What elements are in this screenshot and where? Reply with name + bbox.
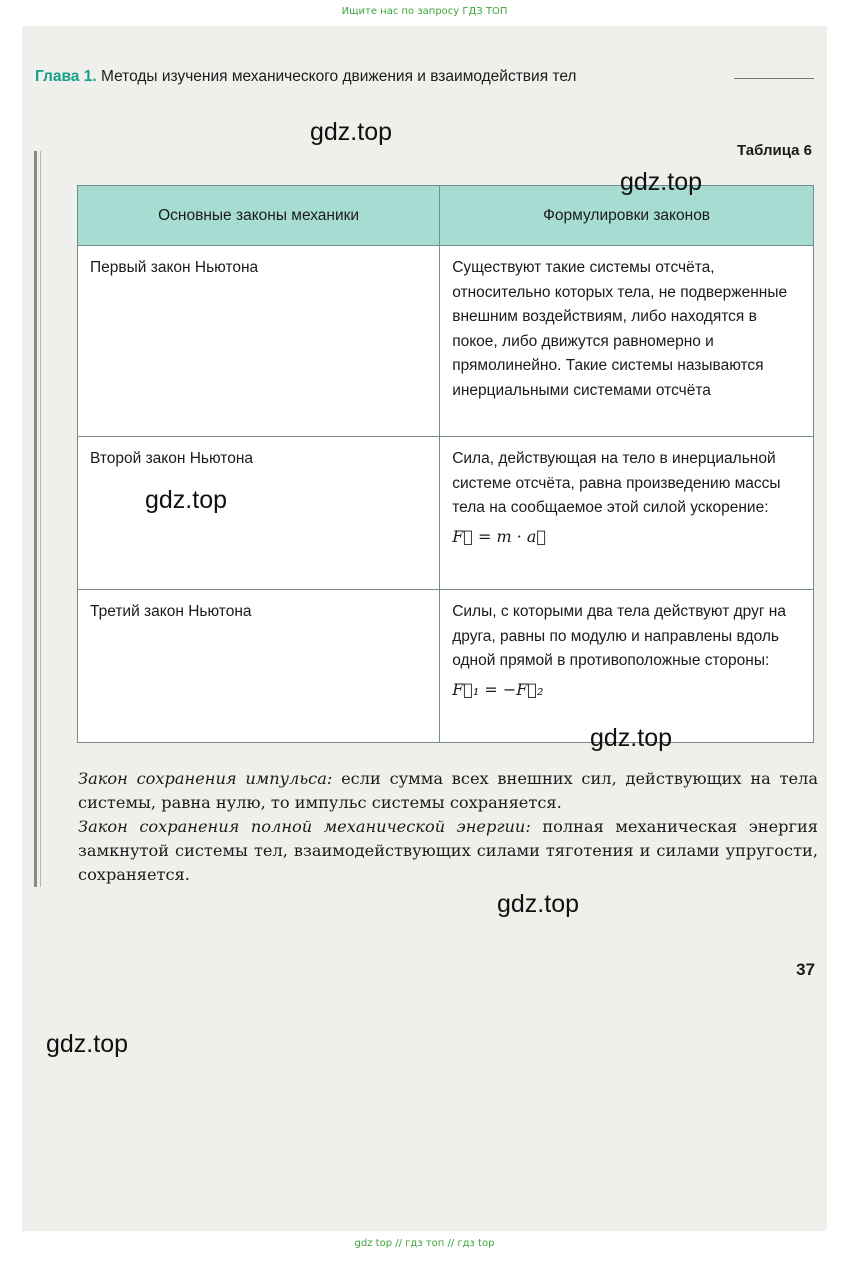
law-name: Первый закон Ньютона [78, 246, 440, 437]
law-formula: F⃗ = m · a⃗ [452, 526, 547, 546]
margin-bar [34, 151, 37, 887]
table-row [78, 590, 814, 743]
watermark: gdz.top [46, 1030, 129, 1058]
law-name: Третий закон Ньютона [78, 590, 440, 743]
top-banner[interactable]: Ищите нас по запросу ГДЗ ТОП [341, 6, 508, 17]
textbook-page [22, 26, 827, 1231]
note-text: полная механическая энергия замкнутой системы тел, взаимодействующих силами тяготения и силами упругости, сохраняется. [78, 817, 818, 884]
footer-links[interactable]: gdz top // гдз топ // гдз top [354, 1238, 495, 1249]
watermark: gdz.top [620, 168, 703, 196]
law-name: Второй закон Ньютона [78, 437, 440, 590]
header-rule [734, 78, 814, 79]
chapter-header [35, 68, 815, 86]
watermark: gdz.top [497, 890, 580, 918]
chapter-label: Глава 1. [35, 68, 97, 85]
table-header-row [78, 186, 814, 246]
law-text [440, 246, 814, 437]
note-text: если сумма всех внешних сил, действующих на тела системы, равна нулю, то импульс системы сохраняется. [78, 769, 818, 812]
law-text [440, 590, 814, 743]
table-caption: Таблица 6 [736, 142, 812, 159]
table-row [78, 246, 814, 437]
law-text-body: Силы, с которыми два тела действуют друг на друга, равны по модулю и направлены вдоль одной прямой в противоположные стороны: [452, 603, 786, 669]
law-text [440, 437, 814, 590]
watermark: gdz.top [310, 118, 393, 146]
margin-bar-thin [40, 151, 41, 887]
column-header: Формулировки законов [440, 186, 814, 246]
page-number: 37 [796, 960, 815, 979]
note-paragraph [78, 815, 818, 887]
watermark: gdz.top [145, 486, 228, 514]
conservation-laws [78, 767, 818, 887]
watermark: gdz.top [590, 724, 673, 752]
laws-table [77, 185, 814, 743]
note-term: Закон сохранения импульса: [78, 769, 333, 788]
law-text-body: Сила, действующая на тело в инерциальной системе отсчёта, равна произведению массы тела на сообщаемое этой силой ускорение: [452, 450, 781, 516]
column-header: Основные законы механики [78, 186, 440, 246]
note-term: Закон сохранения полной механической энергии: [78, 817, 531, 836]
chapter-title: Методы изучения механического движения и взаимодействия тел [100, 68, 577, 85]
note-paragraph [78, 767, 818, 815]
law-formula: F⃗₁ = −F⃗₂ [452, 679, 544, 699]
law-text-body: Существуют такие системы отсчёта, относительно которых тела, не подверженные внешним воздействиям, либо находятся в покое, либо движутся равномерно и прямолинейно. Такие системы называются инерциальными системами отсчёта [452, 259, 788, 399]
